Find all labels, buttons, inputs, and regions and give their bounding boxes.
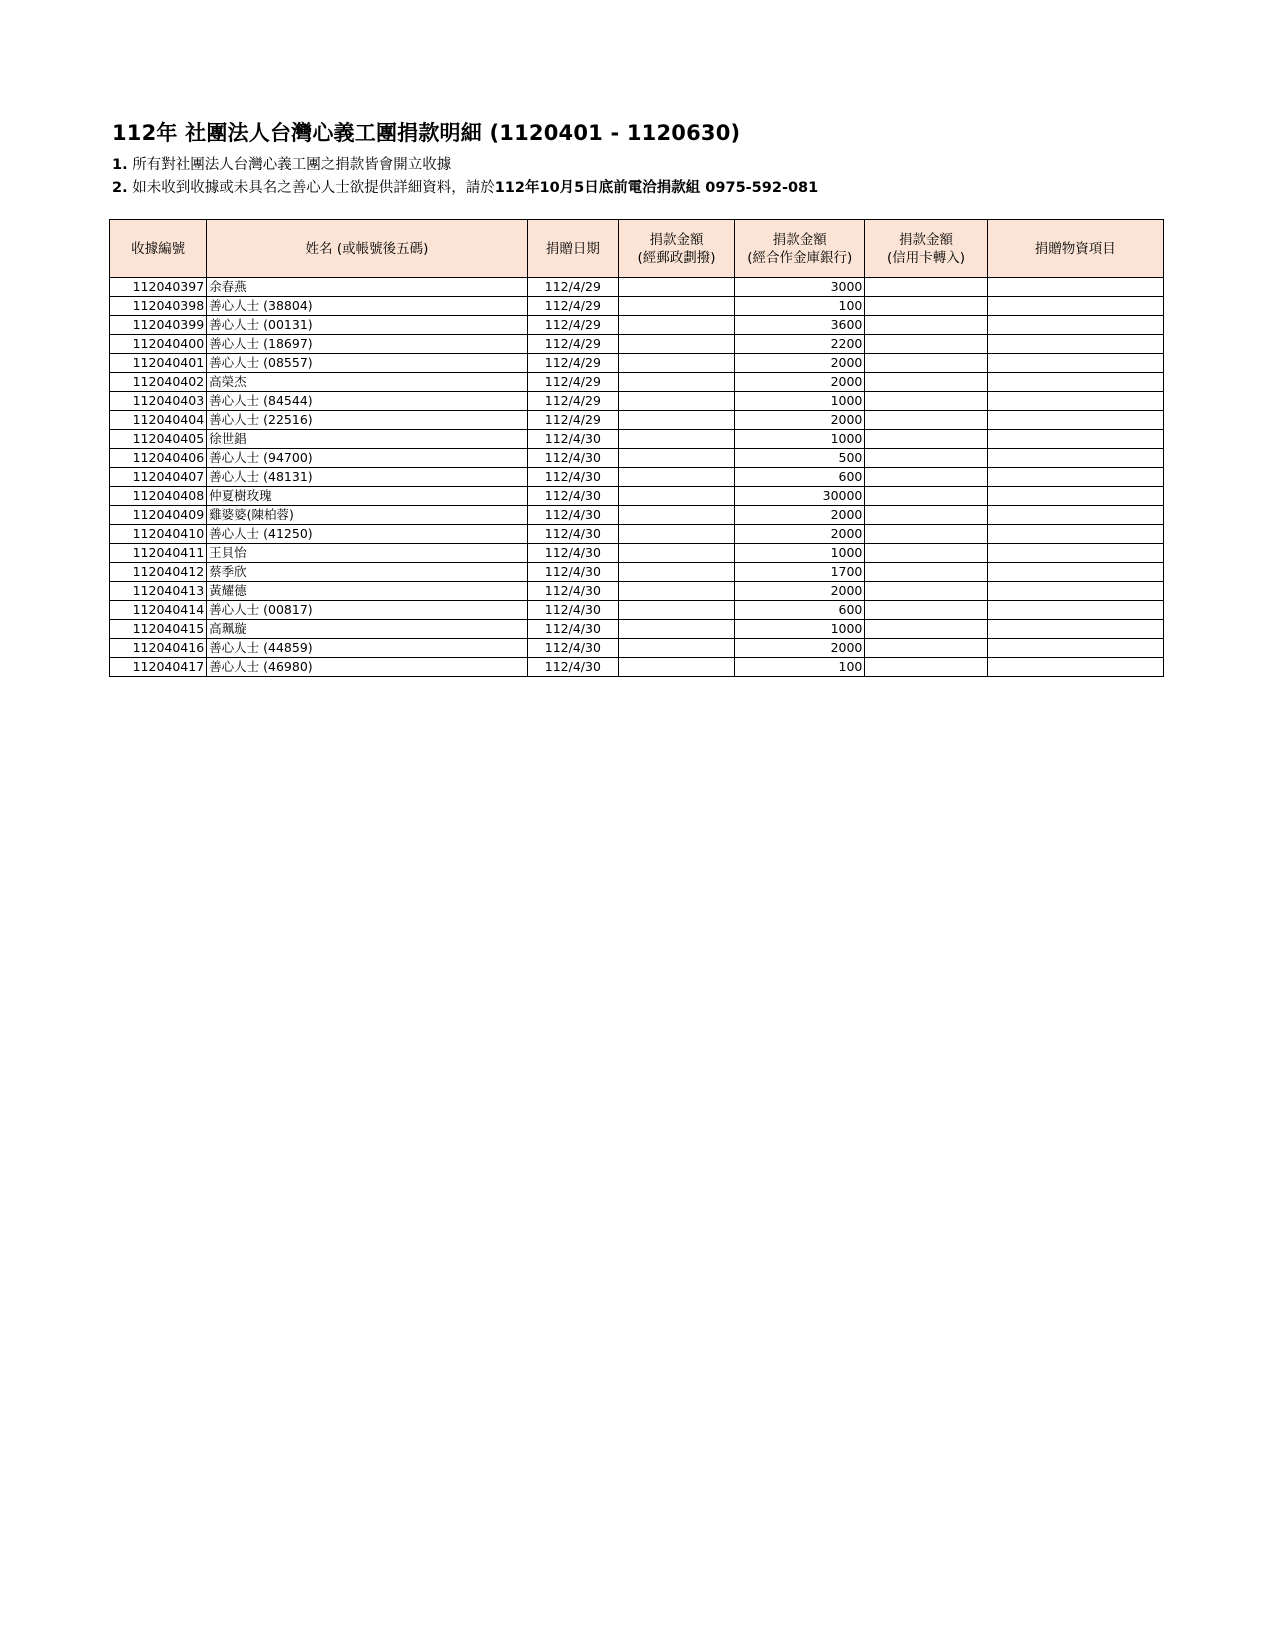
cell-items xyxy=(987,620,1163,639)
table-row xyxy=(110,430,1164,449)
cell-date: 112/4/30 xyxy=(527,582,618,601)
cell-name: 徐世錩 xyxy=(207,430,528,449)
header-amount-postal: 捐款金額 (經郵政劃撥) xyxy=(618,220,734,278)
cell-amount-bank: 500 xyxy=(735,449,865,468)
cell-amount-card xyxy=(865,601,987,620)
header-receipt-no: 收據編號 xyxy=(110,220,207,278)
cell-name: 善心人士 (41250) xyxy=(207,525,528,544)
cell-amount-bank: 100 xyxy=(735,658,865,677)
cell-amount-bank: 1000 xyxy=(735,544,865,563)
cell-amount-card xyxy=(865,278,987,297)
cell-amount-card xyxy=(865,411,987,430)
cell-receipt-no: 112040415 xyxy=(110,620,207,639)
cell-date: 112/4/30 xyxy=(527,468,618,487)
cell-amount-postal xyxy=(618,639,734,658)
cell-items xyxy=(987,487,1163,506)
cell-receipt-no: 112040410 xyxy=(110,525,207,544)
cell-name: 善心人士 (48131) xyxy=(207,468,528,487)
cell-items xyxy=(987,430,1163,449)
header-name: 姓名 (或帳號後五碼) xyxy=(207,220,528,278)
cell-date: 112/4/29 xyxy=(527,411,618,430)
cell-amount-postal xyxy=(618,601,734,620)
cell-amount-card xyxy=(865,658,987,677)
table-row xyxy=(110,563,1164,582)
cell-name: 雞婆婆(陳柏蓉) xyxy=(207,506,528,525)
cell-amount-postal xyxy=(618,373,734,392)
cell-items xyxy=(987,506,1163,525)
cell-items xyxy=(987,411,1163,430)
cell-amount-card xyxy=(865,354,987,373)
cell-date: 112/4/29 xyxy=(527,392,618,411)
cell-name: 善心人士 (46980) xyxy=(207,658,528,677)
note-contact-info xyxy=(112,176,818,197)
cell-receipt-no: 112040413 xyxy=(110,582,207,601)
cell-amount-card xyxy=(865,620,987,639)
cell-date: 112/4/29 xyxy=(527,373,618,392)
cell-amount-postal xyxy=(618,468,734,487)
cell-date: 112/4/30 xyxy=(527,639,618,658)
table-row xyxy=(110,316,1164,335)
cell-amount-postal xyxy=(618,335,734,354)
cell-amount-card xyxy=(865,430,987,449)
cell-receipt-no: 112040402 xyxy=(110,373,207,392)
cell-amount-bank: 2000 xyxy=(735,582,865,601)
cell-receipt-no: 112040405 xyxy=(110,430,207,449)
cell-receipt-no: 112040400 xyxy=(110,335,207,354)
cell-amount-card xyxy=(865,373,987,392)
cell-date: 112/4/30 xyxy=(527,525,618,544)
cell-amount-bank: 1000 xyxy=(735,430,865,449)
header-items: 捐贈物資項目 xyxy=(987,220,1163,278)
cell-amount-card xyxy=(865,582,987,601)
cell-date: 112/4/30 xyxy=(527,563,618,582)
table-row xyxy=(110,506,1164,525)
cell-amount-card xyxy=(865,297,987,316)
cell-amount-bank: 100 xyxy=(735,297,865,316)
cell-name: 善心人士 (84544) xyxy=(207,392,528,411)
cell-amount-bank: 2200 xyxy=(735,335,865,354)
note-text: 所有對社團法人台灣心義工團之捐款皆會開立收據 xyxy=(132,157,452,173)
cell-amount-bank: 2000 xyxy=(735,639,865,658)
cell-amount-postal xyxy=(618,297,734,316)
cell-amount-card xyxy=(865,544,987,563)
cell-name: 善心人士 (18697) xyxy=(207,335,528,354)
cell-amount-bank: 2000 xyxy=(735,506,865,525)
cell-name: 黃耀德 xyxy=(207,582,528,601)
cell-date: 112/4/30 xyxy=(527,506,618,525)
header-date: 捐贈日期 xyxy=(527,220,618,278)
table-row xyxy=(110,525,1164,544)
cell-receipt-no: 112040416 xyxy=(110,639,207,658)
cell-receipt-no: 112040412 xyxy=(110,563,207,582)
cell-items xyxy=(987,316,1163,335)
cell-amount-postal xyxy=(618,411,734,430)
cell-amount-postal xyxy=(618,525,734,544)
cell-amount-card xyxy=(865,525,987,544)
cell-receipt-no: 112040397 xyxy=(110,278,207,297)
cell-amount-postal xyxy=(618,544,734,563)
cell-amount-card xyxy=(865,639,987,658)
table-row xyxy=(110,544,1164,563)
cell-amount-postal xyxy=(618,316,734,335)
cell-amount-postal xyxy=(618,506,734,525)
table-row xyxy=(110,601,1164,620)
cell-date: 112/4/30 xyxy=(527,487,618,506)
cell-amount-postal xyxy=(618,487,734,506)
table-row xyxy=(110,658,1164,677)
cell-items xyxy=(987,297,1163,316)
table-row xyxy=(110,411,1164,430)
cell-name: 蔡季欣 xyxy=(207,563,528,582)
cell-amount-card xyxy=(865,506,987,525)
donation-table xyxy=(109,219,1164,677)
table-row xyxy=(110,449,1164,468)
cell-amount-card xyxy=(865,487,987,506)
cell-amount-card xyxy=(865,449,987,468)
cell-items xyxy=(987,335,1163,354)
cell-items xyxy=(987,582,1163,601)
header-amount-bank: 捐款金額 (經合作金庫銀行) xyxy=(735,220,865,278)
cell-items xyxy=(987,601,1163,620)
cell-date: 112/4/30 xyxy=(527,449,618,468)
cell-amount-postal xyxy=(618,563,734,582)
table-row xyxy=(110,487,1164,506)
page-title: 112年 社團法人台灣心義工團捐款明細 (1120401 - 1120630) xyxy=(112,121,741,145)
table-row xyxy=(110,620,1164,639)
cell-name: 善心人士 (08557) xyxy=(207,354,528,373)
cell-amount-bank: 30000 xyxy=(735,487,865,506)
cell-name: 余春燕 xyxy=(207,278,528,297)
note-contact-deadline: 112年10月5日底前電洽捐款組 0975-592-081 xyxy=(494,180,819,196)
cell-items xyxy=(987,525,1163,544)
cell-date: 112/4/30 xyxy=(527,620,618,639)
cell-amount-bank: 600 xyxy=(735,468,865,487)
cell-items xyxy=(987,449,1163,468)
cell-receipt-no: 112040414 xyxy=(110,601,207,620)
cell-receipt-no: 112040403 xyxy=(110,392,207,411)
cell-amount-postal xyxy=(618,354,734,373)
cell-amount-postal xyxy=(618,392,734,411)
cell-name: 高榮杰 xyxy=(207,373,528,392)
cell-items xyxy=(987,544,1163,563)
cell-date: 112/4/30 xyxy=(527,430,618,449)
note-number: 1. xyxy=(112,157,128,173)
table-row xyxy=(110,468,1164,487)
cell-amount-postal xyxy=(618,620,734,639)
cell-receipt-no: 112040399 xyxy=(110,316,207,335)
cell-amount-postal xyxy=(618,658,734,677)
note-text: 如未收到收據或未具名之善心人士欲提供詳細資料，請於 xyxy=(132,180,495,196)
cell-amount-postal xyxy=(618,582,734,601)
cell-amount-bank: 3600 xyxy=(735,316,865,335)
cell-amount-card xyxy=(865,468,987,487)
cell-date: 112/4/29 xyxy=(527,297,618,316)
cell-amount-bank: 600 xyxy=(735,601,865,620)
cell-items xyxy=(987,658,1163,677)
note-number: 2. xyxy=(112,180,128,196)
cell-date: 112/4/30 xyxy=(527,601,618,620)
cell-items xyxy=(987,354,1163,373)
cell-amount-bank: 2000 xyxy=(735,411,865,430)
cell-receipt-no: 112040409 xyxy=(110,506,207,525)
cell-amount-bank: 2000 xyxy=(735,373,865,392)
cell-receipt-no: 112040404 xyxy=(110,411,207,430)
cell-items xyxy=(987,468,1163,487)
cell-amount-card xyxy=(865,335,987,354)
cell-name: 王貝怡 xyxy=(207,544,528,563)
cell-items xyxy=(987,278,1163,297)
cell-name: 善心人士 (38804) xyxy=(207,297,528,316)
cell-name: 善心人士 (00817) xyxy=(207,601,528,620)
table-row xyxy=(110,639,1164,658)
cell-receipt-no: 112040401 xyxy=(110,354,207,373)
cell-name: 善心人士 (44859) xyxy=(207,639,528,658)
cell-date: 112/4/29 xyxy=(527,316,618,335)
cell-date: 112/4/29 xyxy=(527,278,618,297)
cell-receipt-no: 112040398 xyxy=(110,297,207,316)
cell-amount-bank: 1000 xyxy=(735,392,865,411)
cell-name: 善心人士 (94700) xyxy=(207,449,528,468)
cell-amount-bank: 2000 xyxy=(735,525,865,544)
cell-amount-bank: 1000 xyxy=(735,620,865,639)
table-row xyxy=(110,278,1164,297)
cell-date: 112/4/30 xyxy=(527,544,618,563)
table-row xyxy=(110,582,1164,601)
cell-amount-postal xyxy=(618,278,734,297)
cell-items xyxy=(987,639,1163,658)
cell-name: 高珮璇 xyxy=(207,620,528,639)
table-row xyxy=(110,297,1164,316)
table-row xyxy=(110,335,1164,354)
cell-date: 112/4/29 xyxy=(527,335,618,354)
cell-amount-postal xyxy=(618,430,734,449)
header-amount-card: 捐款金額 (信用卡轉入) xyxy=(865,220,987,278)
cell-name: 善心人士 (00131) xyxy=(207,316,528,335)
note-receipt-policy xyxy=(112,153,451,174)
table-row xyxy=(110,392,1164,411)
cell-receipt-no: 112040408 xyxy=(110,487,207,506)
cell-amount-card xyxy=(865,392,987,411)
cell-receipt-no: 112040417 xyxy=(110,658,207,677)
cell-amount-postal xyxy=(618,449,734,468)
cell-items xyxy=(987,563,1163,582)
cell-receipt-no: 112040411 xyxy=(110,544,207,563)
cell-amount-bank: 1700 xyxy=(735,563,865,582)
cell-amount-card xyxy=(865,316,987,335)
table-header-row xyxy=(110,220,1164,278)
cell-items xyxy=(987,392,1163,411)
cell-amount-bank: 2000 xyxy=(735,354,865,373)
cell-date: 112/4/30 xyxy=(527,658,618,677)
cell-amount-bank: 3000 xyxy=(735,278,865,297)
cell-receipt-no: 112040407 xyxy=(110,468,207,487)
cell-receipt-no: 112040406 xyxy=(110,449,207,468)
cell-name: 仲夏樹玫瑰 xyxy=(207,487,528,506)
cell-items xyxy=(987,373,1163,392)
table-row xyxy=(110,373,1164,392)
table-row xyxy=(110,354,1164,373)
cell-amount-card xyxy=(865,563,987,582)
cell-name: 善心人士 (22516) xyxy=(207,411,528,430)
cell-date: 112/4/29 xyxy=(527,354,618,373)
